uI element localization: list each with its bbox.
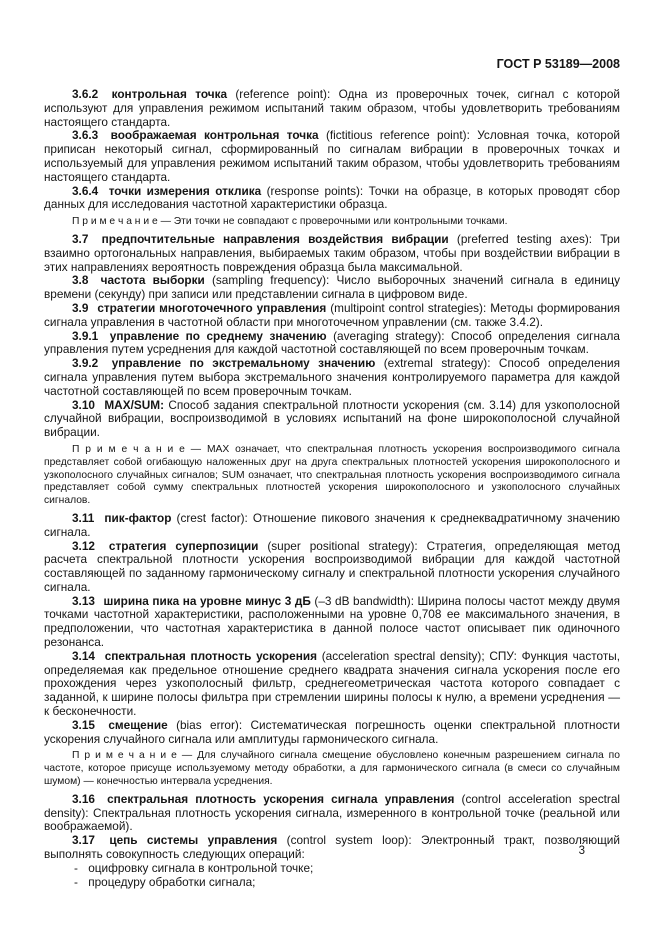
definition-text: (fictitious reference point): Условная точка, которой приписан некоторый сигнал, сформированный по сигналам вибрации в проверочных точках и используемый для управления режимом испытаний таким образом, чтобы удовлетворить требованиям настоящего стандарта. <box>44 128 620 184</box>
list-item <box>44 862 620 876</box>
definition-text: (control system loop): Электронный тракт, позволяющий выполнять совокупность следующих операций: <box>44 833 620 862</box>
clause-number: 3.9 <box>72 300 89 315</box>
clause-number: 3.10 <box>72 397 95 412</box>
definition-text: (averaging strategy): Способ определения сигнала управления путем усреднения для каждой частотной составляющей по всем проверочным точкам. <box>44 328 620 357</box>
clause-number: 3.7 <box>72 231 89 246</box>
definition-3-14 <box>44 650 620 719</box>
definition-3-6-2 <box>44 88 620 129</box>
clause-number: 3.11 <box>72 510 95 525</box>
definition-text: (crest factor): Отношение пикового значения к среднеквадратичному значению сигнала. <box>44 510 620 539</box>
term: контрольная точка <box>111 87 228 101</box>
definition-text: (–3 dB bandwidth): Ширина полосы частот между двумя точками частотной характеристики, расположенными на уровне 0,708 ее максимального значения, в предположении, что частотная характеристика в данной полосе частот описывает пик одиночного резонанса. <box>44 593 621 650</box>
document-body <box>44 88 620 889</box>
clause-number: 3.6.4 <box>72 183 99 198</box>
definition-3-6-4 <box>44 185 620 213</box>
definition-text: (response points): Точки на образце, в которых проводят сбор данных для исследования частотной характеристики образца. <box>44 183 620 212</box>
definition-3-8 <box>44 274 620 302</box>
term: воображаемая контрольная точка <box>110 128 319 143</box>
definition-text: (sampling frequency): Число выборочных значений сигнала в единицу времени (секунду) при записи или представлении сигнала в цифровом виде. <box>44 273 620 302</box>
list-item <box>44 876 620 890</box>
term: смещение <box>108 717 168 732</box>
definition-text: (extremal strategy): Способ определения сигнала управления путем выбора экстремального значения контролируемого параметра для каждой частотной составляющей по всем проверочным точкам. <box>44 356 620 398</box>
clause-number: 3.9.2 <box>72 356 99 371</box>
clause-number: 3.6.2 <box>72 87 99 101</box>
clause-number: 3.12 <box>72 538 95 553</box>
term: ширина пика на уровне минус 3 дБ <box>103 593 311 608</box>
term: стратегия суперпозиции <box>108 538 259 553</box>
term: предпочтительные направления воздействия вибрации <box>101 231 449 246</box>
definition-3-11 <box>44 512 620 540</box>
hyphen-bullet: - <box>74 874 78 889</box>
note-text: — MAX означает, что спектральная плотность ускорения воспроизводимого сигнала представляет собой огибающую наложенных друг на друга спектральных плотностей ускорения широкополосного и узкополосного случайных сигналов; SUM означает, что спектральная плотность ускорения воспроизводимого сигнала представляет собой сумму спектральных плотностей ускорения широкополосного и узкополосного случайных сигналов. <box>44 443 620 507</box>
term: стратегии многоточечного управления <box>97 300 327 315</box>
definition-3-6-3 <box>44 129 620 184</box>
clause-number: 3.13 <box>72 593 95 608</box>
definition-text: (acceleration spectral density); СПУ: Функция частоты, определяемая как предельное отношение среднего квадрата значения сигнала ускорения после его прохождения через узкополосный фильтр, среднегеометрическая частота которого совпадает с заданной, к ширине полосы фильтра при стремлении ширины полосы к нулю, а времени усреднения — к бесконечности. <box>44 648 620 719</box>
term: частота выборки <box>100 273 205 288</box>
term: точки измерения отклика <box>108 183 262 198</box>
term: спектральная плотность ускорения сигнала управления <box>107 791 455 806</box>
definition-text: (reference point): Одна из проверочных точек, сигнал с которой используют для управления режимом испытаний таким образом, чтобы удовлетворить требованиям настоящего стандарта. <box>44 87 620 129</box>
note-text: — Эти точки не совпадают с проверочными или контрольными точками. <box>160 216 508 228</box>
definition-3-7 <box>44 233 620 274</box>
clause-number: 3.6.3 <box>72 128 99 143</box>
list-item-text: оцифровку сигнала в контрольной точке; <box>88 860 314 875</box>
definition-3-9-2 <box>44 357 620 398</box>
definition-3-13 <box>44 595 620 650</box>
page-number: 3 <box>578 845 585 857</box>
hyphen-bullet: - <box>74 860 78 875</box>
term: цепь системы управления <box>109 833 278 848</box>
definition-3-15 <box>44 719 620 747</box>
term: MAX/SUM: <box>104 397 164 412</box>
note-paragraph <box>44 444 620 508</box>
clause-number: 3.17 <box>72 833 95 848</box>
definition-3-16 <box>44 793 620 834</box>
definition-3-12 <box>44 540 620 595</box>
standard-number: ГОСТ Р 53189—2008 <box>496 57 620 71</box>
note-text: — Для случайного сигнала смещение обусловлено конечным разрешением сигнала по частоте, которое присуще используемому методу обработки, а для гармонического сигнала (в смеси со случайным шумом) — конечностью интервала усреднения. <box>44 750 620 788</box>
clause-number: 3.16 <box>72 791 95 806</box>
clause-number: 3.8 <box>72 273 89 288</box>
term: управление по экстремальному значению <box>111 356 376 371</box>
clause-number: 3.15 <box>72 717 95 732</box>
term: пик-фактор <box>104 510 172 525</box>
note-paragraph <box>44 750 620 788</box>
definition-text: (control acceleration spectral density): Спектральная плотность ускорения сигнала, измеренного в контрольной точке (реальной или воображаемой). <box>44 791 620 834</box>
term: управление по среднему значению <box>109 328 327 343</box>
definition-text: Способ задания спектральной плотности ускорения (см. 3.14) для узкополосной случайной вибрации, воспроизводимой в условиях испытаний на фоне широкополосной случайной вибрации. <box>44 397 621 440</box>
definition-text: (bias error): Систематическая погрешность оценки спектральной плотности ускорения случайного сигнала или амплитуды гармонического сигнала. <box>44 717 621 746</box>
definition-text: (multipoint control strategies): Методы формирования сигнала управления в частотной области при многоточечном управлении (см. также 3.4.2). <box>44 300 621 329</box>
note-label: П р и м е ч а н и е <box>72 216 158 228</box>
definition-3-10 <box>44 399 620 440</box>
definition-text: (super positional strategy): Стратегия, определяющая метод расчета спектральной плотности ускорения воспроизводимой вибрации для каждой частотной составляющей по заданному гармоническому сигналу и спектральной плотности ускорения случайного сигнала. <box>44 538 621 594</box>
clause-number: 3.9.1 <box>72 328 99 343</box>
definition-3-9-1 <box>44 330 620 358</box>
page-header <box>44 57 620 71</box>
note-label: П р и м е ч а н и е <box>72 443 185 455</box>
definition-text: (preferred testing axes): Три взаимно ортогональных направления, выбираемых таким образом, чтобы при воздействии вибрации в этих направлениях вероятность повреждения образца была максимальной. <box>44 231 620 274</box>
term: спектральная плотность ускорения <box>104 648 317 663</box>
note-paragraph <box>44 216 620 229</box>
list-item-text: процедуру обработки сигнала; <box>88 874 256 889</box>
clause-number: 3.14 <box>72 648 95 663</box>
definition-3-17 <box>44 834 620 862</box>
note-label: П р и м е ч а н и е <box>72 750 177 762</box>
definition-3-9 <box>44 302 620 330</box>
